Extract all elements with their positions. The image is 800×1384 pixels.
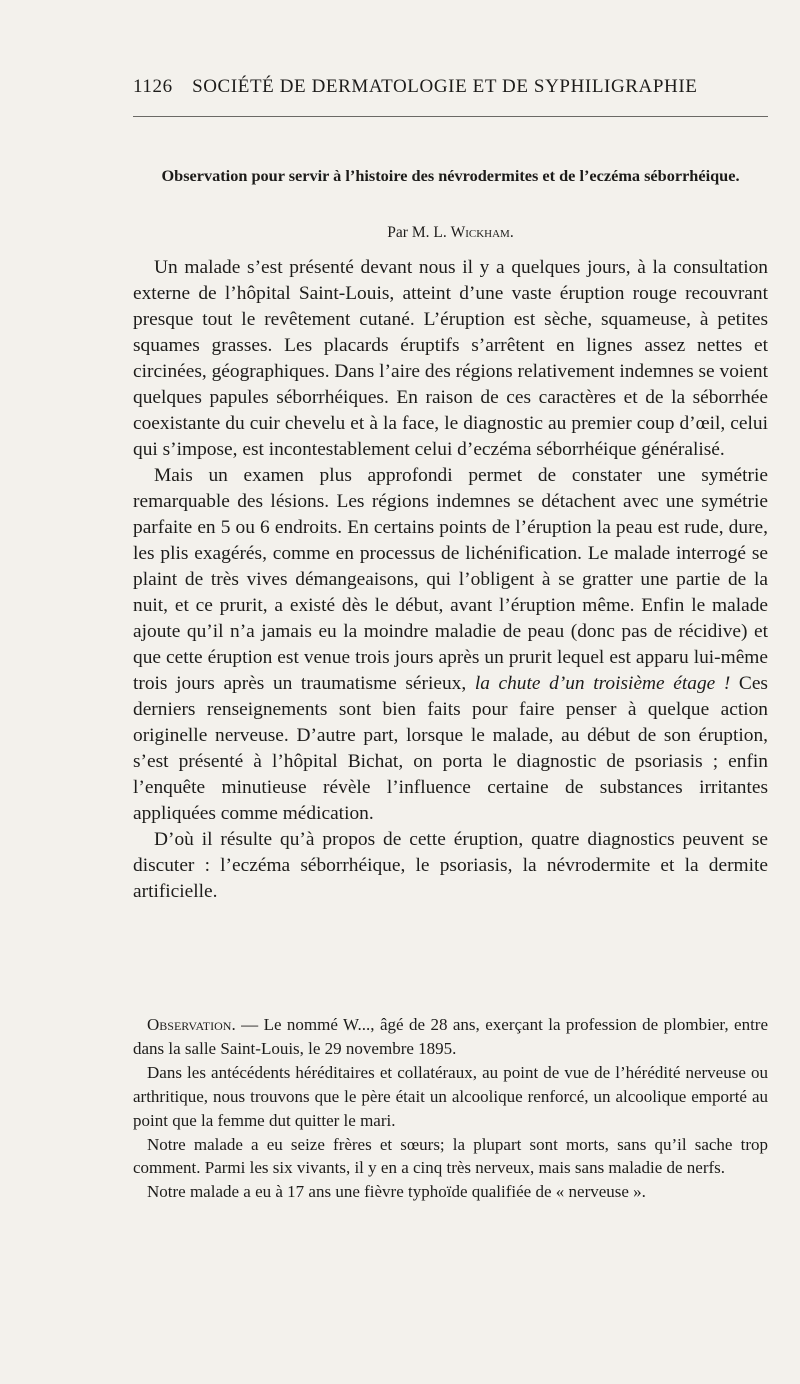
paragraph-1: Un malade s’est présenté devant nous il y a quelques jours, à la consultation externe de l’hôpital Saint-Louis, atteint d’une vaste éruption rouge recouvrant presque tout le revêtement cutané. L’éruption est sèche, squameuse, à petites squames grasses. Les placards éruptifs s’arrêtent en lignes assez nettes et circinées, géographiques. Dans l’aire des régions relativement indemnes se voient quelques papules séborrhéiques. En raison de ces caractères et de la séborrhée coexistante du cuir chevelu et à la face, le diagnostic au premier coup d’œil, celui qui s’impose, est incontestablement celui d’eczéma séborrhéique généralisé.	[133, 257, 768, 460]
paragraph-2-part-b: Ces derniers renseignements sont bien faits pour faire penser à quelque action originelle nerveuse. D’autre part, lorsque le malade, au début de son éruption, s’est présenté à l’hôpital Bichat, on porta le diagnostic de psoriasis ; enfin l’enquête minutieuse révèle l’influence certaine de substances irritantes appliquées comme médication.	[133, 673, 768, 824]
observation-text-1: — Le nommé W..., âgé de 28 ans, exerçant la profession de plombier, entre dans la salle Saint-Louis, le 29 novembre 1895.	[133, 1015, 768, 1058]
observation-paragraph-2: Dans les antécédents héréditaires et collatéraux, au point de vue de l’hérédité nerveuse ou arthritique, nous trouvons que le père était un alcoolique renforcé, un alcoolique emporté au point que la femme dut quitter le mari.	[133, 1062, 768, 1130]
article-byline	[133, 224, 768, 242]
paragraph-2-part-a: Mais un examen plus approfondi permet de constater une symétrie remarquable des lésions. Les régions indemnes se détachent avec une symétrie parfaite en 5 ou 6 endroits. En certains points de l’éruption la peau est rude, dure, les plis exagérés, comme en processus de lichénification. Le malade interrogé se plaint de très vives démangeaisons, qui l’obligent à se gratter une partie de la nuit, et ce prurit, a existé dès le début, avant l’éruption même. Enfin le malade ajoute qu’il n’a jamais eu la moindre maladie de peau (donc pas de récidive) et que cette éruption est venue trois jours après un prurit lequel est apparu lui-même trois jours après un traumatisme sérieux,	[133, 465, 768, 694]
paragraph-3: D’où il résulte qu’à propos de cette éruption, quatre diagnostics peuvent se discuter : l’eczéma séborrhéique, le psoriasis, la névrodermite et la dermite artificielle.	[133, 829, 768, 902]
observation-paragraph-1	[133, 1013, 768, 1061]
article-title: Observation pour servir à l’histoire des névrodermites et de l’eczéma séborrhéique.	[161, 166, 740, 185]
byline-author: Wickham.	[450, 224, 514, 241]
paragraph-2-italic: la chute d’un troisième étage !	[474, 673, 731, 694]
observation-label: Observation.	[147, 1015, 236, 1034]
running-header	[133, 76, 773, 98]
article-body	[133, 255, 768, 905]
byline-prefix: Par M. L.	[387, 224, 447, 241]
observation-paragraph-4: Notre malade a eu à 17 ans une fièvre typhoïde qualifiée de « nerveuse ».	[147, 1182, 646, 1202]
observation-section	[133, 1013, 768, 1204]
paragraph-2	[133, 463, 768, 827]
running-title: SOCIÉTÉ DE DERMATOLOGIE ET DE SYPHILIGRAPHIE	[192, 76, 698, 97]
observation-paragraph-3: Notre malade a eu seize frères et sœurs; la plupart sont morts, sans qu’il sache trop comment. Parmi les six vivants, il y en a cinq très nerveux, mais sans maladie de nerfs.	[133, 1134, 768, 1178]
page-number: 1126	[133, 76, 173, 97]
header-rule	[133, 116, 768, 117]
